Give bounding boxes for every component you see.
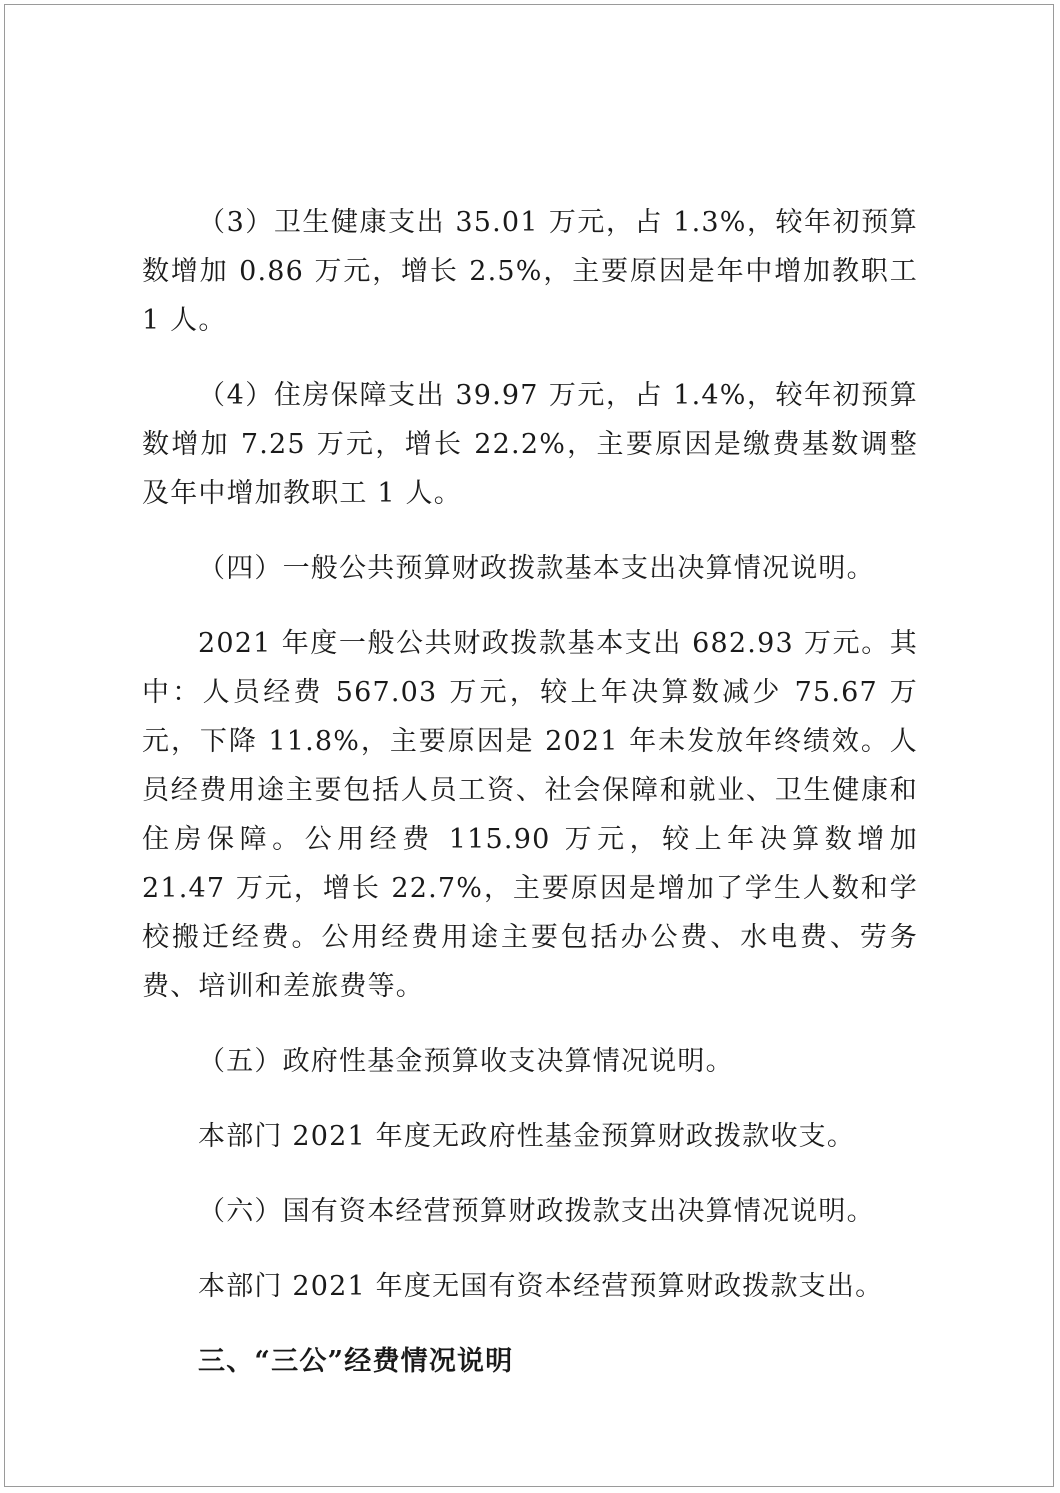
- heading-state-capital: （六）国有资本经营预算财政拨款支出决算情况说明。: [198, 1196, 875, 1227]
- document-body: [142, 198, 918, 1386]
- heading-basic-expenditure: （四）一般公共预算财政拨款基本支出决算情况说明。: [198, 553, 875, 584]
- paragraph-housing-expense: （4）住房保障支出 39.97 万元，占 1.4%，较年初预算数增加 7.25 万元，增长 22.2%，主要原因是缴费基数调整及年中增加教职工 1 人。: [142, 380, 918, 509]
- paragraph-basic-expenditure: 2021 年度一般公共财政拨款基本支出 682.93 万元。其中：人员经费 567.03 万元，较上年决算数减少 75.67 万元，下降 11.8%，主要原因是 2021 年未发放年终绩效。人员经费用途主要包括人员工资、社会保障和就业、卫生健康和住房保障。公用经费 115.90 万元，较上年决算数增加 21.47 万元，增长 22.7%，主要原因是增加了学生人数和学校搬迁经费。公用经费用途主要包括办公费、水电费、劳务费、培训和差旅费等。: [142, 628, 918, 1002]
- heading-government-fund: （五）政府性基金预算收支决算情况说明。: [198, 1046, 734, 1077]
- paragraph-government-fund: 本部门 2021 年度无政府性基金预算财政拨款收支。: [198, 1121, 856, 1152]
- section-three-public-expenses: 三、“三公”经费情况说明: [198, 1346, 514, 1377]
- paragraph-health-expense: （3）卫生健康支出 35.01 万元，占 1.3%，较年初预算数增加 0.86 万元，增长 2.5%，主要原因是年中增加教职工 1 人。: [142, 207, 918, 336]
- paragraph-state-capital: 本部门 2021 年度无国有资本经营预算财政拨款支出。: [198, 1271, 884, 1302]
